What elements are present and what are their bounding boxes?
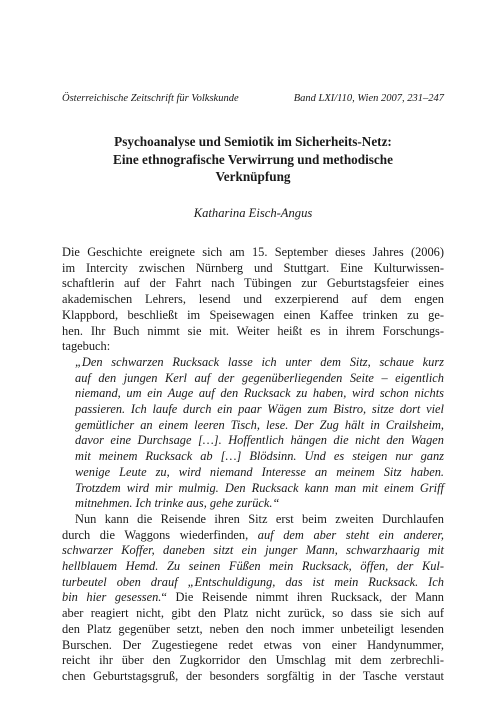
article-title [62,133,444,186]
running-header [62,93,444,104]
text-line: Die Geschichte ereignete sich am 15. September dieses Jahres (2006) [62,245,444,259]
diary-quote [62,355,444,512]
quote-line: Trotzdem wird mir mulmig. Den Rucksack kann man mit einem Griff [75,480,444,495]
quote-line: passieren. Ich laufe durch ein paar Wägen zum Bistro, sitze dort viel [75,402,444,417]
quote-line: wenige Leute zu, wird niemand Interesse an meinem Sitz haben. [75,464,444,479]
text-line: schaftlerin auf der Fahrt nach Tübingen zur Geburtstagsfeier eines [62,276,444,291]
text-line: den Platz gegenüber setzt, neben den noch immer unbeteiligt lesenden [62,621,444,636]
text-line [62,590,444,606]
text-line: schwarzer Koffer, daneben sitzt ein junger Mann, schwarzhaarig mit [62,543,444,558]
text-line: tagebuch: [62,339,111,354]
quote-line: davor eine Durchsage […]. Hoffentlich hängen die nicht den Wagen [75,433,444,448]
italic-run: bin hier gesessen. [62,590,162,605]
quote-line: „Den schwarzen Rucksack lasse ich unter dem Sitz, schaue kurz [75,354,444,369]
text-line: turbeutel oben drauf „Entschuldigung, das ist mein Rucksack. Ich [62,574,444,589]
text-line [62,528,444,544]
text-run: durch die Waggons wiederfinden, [62,527,258,542]
text-line: im Intercity zwischen Nürnberg und Stuttgart. Eine Kulturwissen- [62,260,444,275]
quote-line: niemand, um ein Auge auf den Rucksack zu haben, wird schon nichts [75,386,444,401]
article-body [62,245,444,685]
title-line: Psychoanalyse und Semiotik im Sicherheits-Netz: [114,134,392,149]
quote-line: mit meinem Rucksack ab […] Blödsinn. Und es steigen nur ganz [75,449,444,464]
title-line: Verknüpfung [215,169,291,184]
text-line: reicht ihr über den Zugkorridor den Umschlag mit dem zerbrechli- [62,653,444,668]
text-line: chen Geburtstagsgruß, der besonders sorgfältig in der Tasche verstaut [62,668,444,683]
title-line: Eine ethnografische Verwirrung und methodische [113,151,393,167]
paragraph-intro [62,245,444,355]
text-line: hen. Ihr Buch nimmt sie mit. Weiter heißt es in ihrem Forschungs- [62,323,444,338]
quote-line: auf den jungen Kerl auf der gegenüberliegenden Seite – eigentlich [75,370,444,385]
text-line: Klappbord, beschließt im Speisewagen einen Kaffee trinken zu ge- [62,307,444,322]
text-line: Nun kann die Reisende ihren Sitz erst beim zweiten Durchlaufen [75,511,444,526]
text-line: akademischen Lehrers, lesend und exzerpierend auf dem engen [62,292,444,307]
italic-run: auf dem aber steht ein anderer, [257,527,444,542]
text-line: aber reagiert nicht, gibt den Platz nicht zurück, so dass sie sich auf [62,606,444,621]
text-run: “ Die Reisende nimmt ihren Rucksack, der Mann [161,590,444,605]
quote-line: gemütlicher an einem leeren Tisch, lese. Der Zug hält in Crailsheim, [75,417,444,432]
quote-line: mitnehmen. Ich trinke aus, gehe zurück.“ [75,496,280,511]
paragraph-continuation [62,512,444,685]
text-line: hellblauem Hemd. Zu seinen Füßen mein Rucksack, öffen, der Kul- [62,559,444,574]
author-name: Katharina Eisch-Angus [193,206,313,220]
volume-info: Band LXI/110, Wien 2007, 231–247 [293,93,444,104]
text-line: Burschen. Der Zugestiegene redet etwas von einer Handynummer, [62,637,444,652]
journal-name: Österreichische Zeitschrift für Volkskunde [62,93,239,104]
